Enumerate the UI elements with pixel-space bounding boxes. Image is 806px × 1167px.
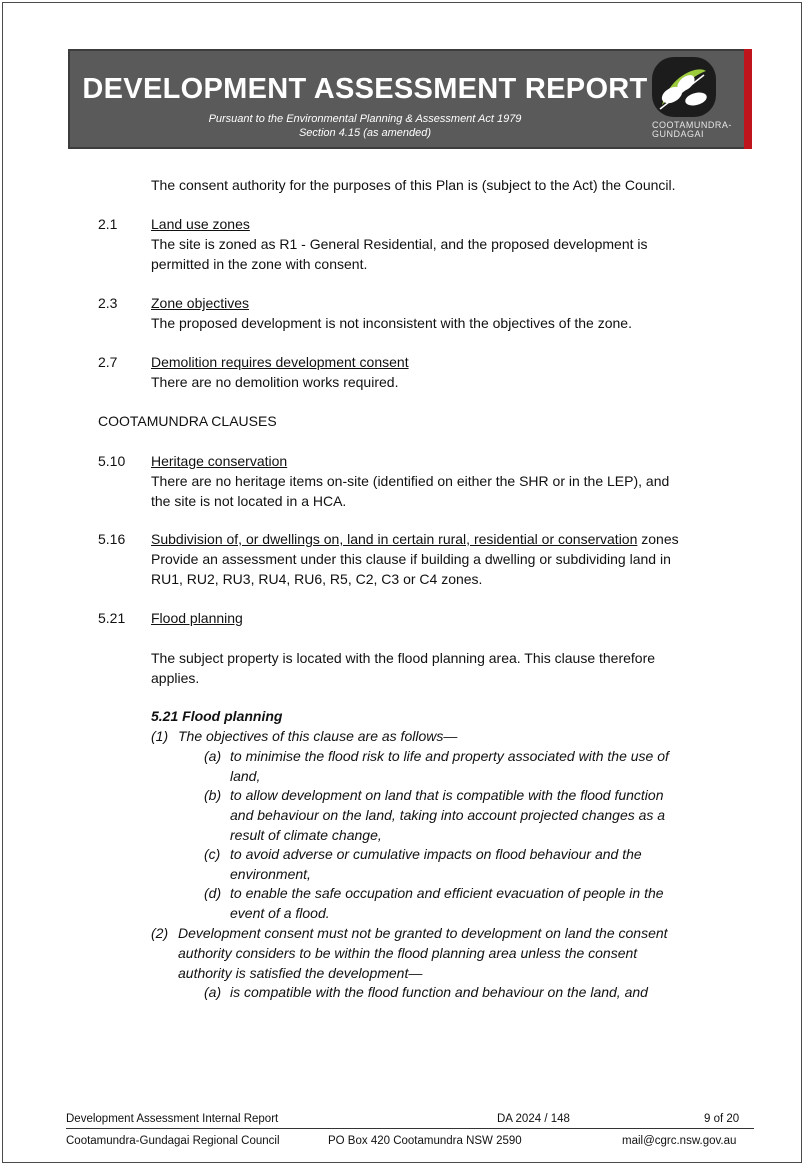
logo-text-line1: COOTAMUNDRA-: [652, 120, 732, 130]
quote-p2-line: authority considers to be within the flood planning area unless the consent: [178, 945, 638, 961]
quote-heading: 5.21 Flood planning: [151, 708, 283, 724]
footer-council-name: Cootamundra-Gundagai Regional Council: [66, 1135, 280, 1147]
clause-heading-row: [151, 529, 679, 549]
council-logo: [648, 55, 742, 145]
report-subtitle-section: Section 4.15 (as amended): [298, 127, 432, 139]
footer-address: PO Box 420 Cootamundra NSW 2590: [328, 1135, 522, 1147]
quote-item: [230, 785, 665, 845]
clause-heading: Zone objectives: [151, 295, 250, 311]
clause-heading-tail: zones: [637, 531, 679, 547]
clause-number: 2.3: [98, 295, 118, 311]
clause-heading: Heritage conservation: [151, 453, 288, 469]
report-banner: [68, 49, 752, 149]
quote-p2-text: [178, 923, 668, 983]
quote-item-line: environment,: [230, 866, 311, 882]
council-logo-icon: [648, 55, 742, 121]
intro-paragraph: The consent authority for the purposes of this Plan is (subject to the Act) the Council.: [151, 177, 676, 193]
quote-p2-line: Development consent must not be granted to development on land the consent: [178, 925, 668, 941]
clause-number: 2.7: [98, 354, 118, 370]
flood-paragraph: [151, 648, 655, 688]
clause-line: Provide an assessment under this clause if building a dwelling or subdividing land in: [151, 551, 671, 567]
quote-item-line: to enable the safe occupation and efficient evacuation of people in the: [230, 885, 664, 901]
clause-line: The proposed development is not inconsistent with the objectives of the zone.: [151, 315, 632, 331]
quote-item: [230, 883, 664, 923]
clause-block: [151, 529, 679, 589]
clause-number: 2.1: [98, 216, 118, 232]
section-heading: COOTAMUNDRA CLAUSES: [98, 413, 277, 429]
quote-item: [230, 746, 669, 786]
footer-email: mail@cgrc.nsw.gov.au: [622, 1135, 737, 1147]
clause-heading: Flood planning: [151, 610, 243, 626]
council-logo-text: [648, 121, 746, 139]
logo-text-line2: GUNDAGAI: [652, 129, 705, 139]
quote-item-line: land,: [230, 768, 261, 784]
quote-p1-text: The objectives of this clause are as follows—: [178, 728, 458, 744]
clause-line: RU1, RU2, RU3, RU4, RU6, R5, C2, C3 or C4 zones.: [151, 571, 483, 587]
quote-item-label: (d): [204, 885, 222, 901]
flood-line: applies.: [151, 670, 200, 686]
clause-heading: Land use zones: [151, 216, 250, 232]
report-title: DEVELOPMENT ASSESSMENT REPORT: [82, 73, 648, 105]
clause-number: 5.10: [98, 453, 126, 469]
clause-block: [151, 214, 648, 274]
quote-item: [230, 982, 648, 1002]
clause-number: 5.16: [98, 531, 126, 547]
clause-number: 5.21: [98, 610, 126, 626]
quote-item-line: result of climate change,: [230, 827, 382, 843]
quote-p2-line: authority is satisfied the development—: [178, 965, 423, 981]
clause-block: [151, 608, 243, 628]
clause-line: There are no heritage items on-site (identified on either the SHR or in the LEP), and: [151, 473, 670, 489]
quote-item-line: to allow development on land that is compatible with the flood function: [230, 787, 664, 803]
quote-p2-label: (2): [151, 925, 169, 941]
clause-block: [151, 293, 632, 333]
clause-line: There are no demolition works required.: [151, 374, 399, 390]
quote-item-line: to avoid adverse or cumulative impacts on flood behaviour and the: [230, 846, 642, 862]
quote-item-label: (a): [204, 748, 222, 764]
quote-item-line: and behaviour on the land, taking into account projected changes as a: [230, 807, 666, 823]
clause-block: [151, 352, 409, 392]
quote-item-label: (a): [204, 984, 222, 1000]
quote-item-label: (c): [204, 846, 221, 862]
footer-da-number: DA 2024 / 148: [497, 1113, 570, 1125]
quote-item: [230, 844, 642, 884]
quote-item-line: is compatible with the flood function and behaviour on the land, and: [230, 984, 648, 1000]
clause-line: The site is zoned as R1 - General Residential, and the proposed development is: [151, 236, 648, 252]
quote-item-label: (b): [204, 787, 222, 803]
clause-block: [151, 451, 669, 511]
quote-p1-label: (1): [151, 728, 169, 744]
footer-report-name: Development Assessment Internal Report: [66, 1113, 279, 1125]
report-subtitle-act: Pursuant to the Environmental Planning & Assessment Act 1979: [208, 113, 522, 125]
flood-line: The subject property is located with the flood planning area. This clause therefore: [151, 650, 656, 666]
clause-heading: Subdivision of, or dwellings on, land in certain rural, residential or conservation: [151, 531, 638, 547]
quote-item-line: to minimise the flood risk to life and property associated with the use of: [230, 748, 669, 764]
clause-line: the site is not located in a HCA.: [151, 493, 347, 509]
quote-item-line: event of a flood.: [230, 905, 330, 921]
footer-divider: [66, 1128, 754, 1129]
clause-line: permitted in the zone with consent.: [151, 256, 368, 272]
clause-heading: Demolition requires development consent: [151, 354, 409, 370]
footer-page-number: 9 of 20: [704, 1113, 740, 1125]
